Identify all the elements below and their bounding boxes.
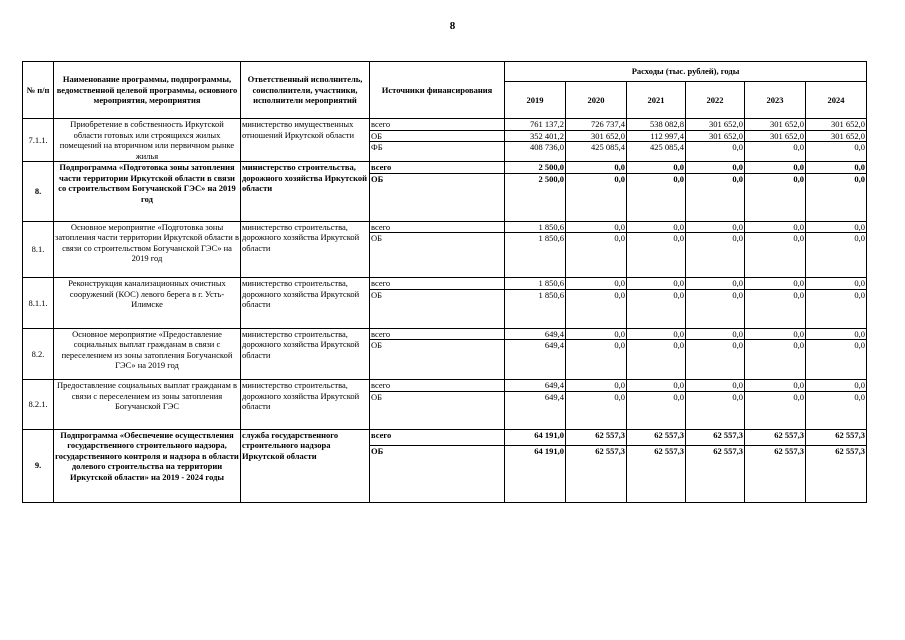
value-cell: 649,4: [505, 340, 566, 380]
value-cell: 301 652,0: [806, 130, 867, 142]
value-cell: 0,0: [745, 278, 806, 290]
value-cell: 301 652,0: [686, 130, 745, 142]
source-label: всего: [370, 380, 505, 392]
value-cell: 0,0: [806, 173, 867, 221]
source-label: ОБ: [370, 391, 505, 429]
row-name: Реконструкция канализационных очистных сооружений (КОС) левого берега в г. Усть-Илимске: [54, 278, 241, 329]
value-cell: 64 191,0: [505, 445, 566, 502]
value-cell: 1 850,6: [505, 233, 566, 278]
value-cell: 0,0: [745, 380, 806, 392]
row-responsible: министерство строительства, дорожного хозяйства Иркутской области: [241, 221, 370, 278]
value-cell: 0,0: [686, 289, 745, 328]
row-number: 8.: [23, 162, 54, 222]
row-name: Подпрограмма «Подготовка зоны затопления части территории Иркутской области в связи со строительством Богучанской ГЭС» на 2019 год: [54, 162, 241, 222]
header-year: 2024: [806, 82, 867, 119]
value-cell: 2 500,0: [505, 162, 566, 174]
value-cell: 761 137,2: [505, 119, 566, 131]
value-cell: 62 557,3: [686, 445, 745, 502]
source-label: всего: [370, 162, 505, 174]
value-cell: 0,0: [627, 278, 686, 290]
value-cell: 0,0: [745, 391, 806, 429]
value-cell: 0,0: [745, 142, 806, 162]
row-number: 8.1.: [23, 221, 54, 278]
value-cell: 0,0: [686, 162, 745, 174]
table-row: [23, 380, 867, 392]
source-label: ФБ: [370, 142, 505, 162]
value-cell: 649,4: [505, 391, 566, 429]
row-responsible: министерство строительства, дорожного хозяйства Иркутской области: [241, 380, 370, 430]
value-cell: 62 557,3: [745, 429, 806, 445]
budget-table: [22, 61, 867, 503]
header-expenses: Расходы (тыс. рублей), годы: [505, 62, 867, 82]
value-cell: 0,0: [686, 328, 745, 340]
value-cell: 0,0: [627, 328, 686, 340]
value-cell: 0,0: [627, 233, 686, 278]
table-row: [23, 119, 867, 131]
header-num: № п/п: [23, 62, 54, 119]
source-label: всего: [370, 328, 505, 340]
table-row: [23, 278, 867, 290]
row-number: 7.1.1.: [23, 119, 54, 162]
source-label: всего: [370, 429, 505, 445]
value-cell: 0,0: [686, 221, 745, 233]
value-cell: 0,0: [686, 391, 745, 429]
table-row: [23, 328, 867, 340]
page-number: 8: [449, 20, 456, 32]
value-cell: 2 500,0: [505, 173, 566, 221]
source-label: ОБ: [370, 340, 505, 380]
header-year: 2021: [627, 82, 686, 119]
value-cell: 0,0: [745, 173, 806, 221]
row-number: 9.: [23, 429, 54, 502]
value-cell: 0,0: [627, 391, 686, 429]
value-cell: 64 191,0: [505, 429, 566, 445]
value-cell: 301 652,0: [686, 119, 745, 131]
value-cell: 0,0: [627, 162, 686, 174]
value-cell: 0,0: [806, 278, 867, 290]
source-label: ОБ: [370, 289, 505, 328]
header-year: 2023: [745, 82, 806, 119]
source-label: ОБ: [370, 233, 505, 278]
value-cell: 0,0: [686, 380, 745, 392]
value-cell: 112 997,4: [627, 130, 686, 142]
row-name: Основное мероприятие «Подготовка зоны затопления части территории Иркутской области в связи со строительством Богучанской ГЭС» на 2019 год: [54, 221, 241, 278]
value-cell: 352 401,2: [505, 130, 566, 142]
value-cell: 0,0: [686, 142, 745, 162]
value-cell: 62 557,3: [627, 445, 686, 502]
value-cell: 0,0: [806, 142, 867, 162]
value-cell: 0,0: [566, 278, 627, 290]
value-cell: 0,0: [627, 221, 686, 233]
value-cell: 1 850,6: [505, 221, 566, 233]
row-number: 8.2.1.: [23, 380, 54, 430]
value-cell: 408 736,0: [505, 142, 566, 162]
table-row: [23, 429, 867, 445]
header-year: 2019: [505, 82, 566, 119]
row-responsible: министерство имущественных отношений Иркутской области: [241, 119, 370, 162]
value-cell: 0,0: [566, 340, 627, 380]
row-responsible: министерство строительства, дорожного хозяйства Иркутской области: [241, 162, 370, 222]
value-cell: 0,0: [566, 391, 627, 429]
header-source: Источники финансирования: [370, 62, 505, 119]
row-name: Основное мероприятие «Предоставление социальных выплат гражданам в связи с переселением из зоны затопления Богучанской ГЭС» на 2019 год: [54, 328, 241, 380]
table-row: [23, 221, 867, 233]
value-cell: 0,0: [566, 233, 627, 278]
value-cell: 0,0: [686, 340, 745, 380]
table-row: [23, 162, 867, 174]
value-cell: 0,0: [566, 173, 627, 221]
value-cell: 0,0: [627, 340, 686, 380]
source-label: ОБ: [370, 130, 505, 142]
value-cell: 62 557,3: [686, 429, 745, 445]
value-cell: 538 082,8: [627, 119, 686, 131]
value-cell: 0,0: [686, 173, 745, 221]
value-cell: 0,0: [745, 221, 806, 233]
row-name: Приобретение в собственность Иркутской области готовых или строящихся жилых помещений на вторичном или первичном рынке жилья: [54, 119, 241, 162]
header-name: Наименование программы, подпрограммы, ведомственной целевой программы, основного мероприятия, мероприятия: [54, 62, 241, 119]
value-cell: 62 557,3: [806, 445, 867, 502]
value-cell: 0,0: [566, 162, 627, 174]
row-responsible: министерство строительства, дорожного хозяйства Иркутской области: [241, 278, 370, 329]
value-cell: 62 557,3: [806, 429, 867, 445]
row-number: 8.1.1.: [23, 278, 54, 329]
value-cell: 0,0: [806, 328, 867, 340]
value-cell: 649,4: [505, 328, 566, 340]
value-cell: 0,0: [627, 289, 686, 328]
row-name: Предоставление социальных выплат гражданам в связи с переселением из зоны затопления Богучанской ГЭС: [54, 380, 241, 430]
source-label: ОБ: [370, 445, 505, 502]
value-cell: 0,0: [566, 221, 627, 233]
value-cell: 0,0: [566, 328, 627, 340]
source-label: всего: [370, 278, 505, 290]
value-cell: 62 557,3: [566, 429, 627, 445]
value-cell: 0,0: [745, 328, 806, 340]
value-cell: 0,0: [686, 233, 745, 278]
value-cell: 0,0: [566, 289, 627, 328]
source-label: ОБ: [370, 173, 505, 221]
value-cell: 301 652,0: [745, 130, 806, 142]
source-label: всего: [370, 119, 505, 131]
value-cell: 62 557,3: [745, 445, 806, 502]
value-cell: 1 850,6: [505, 289, 566, 328]
value-cell: 1 850,6: [505, 278, 566, 290]
value-cell: 425 085,4: [566, 142, 627, 162]
value-cell: 0,0: [806, 391, 867, 429]
value-cell: 0,0: [806, 289, 867, 328]
value-cell: 0,0: [686, 278, 745, 290]
row-responsible: министерство строительства, дорожного хозяйства Иркутской области: [241, 328, 370, 380]
value-cell: 0,0: [745, 162, 806, 174]
row-number: 8.2.: [23, 328, 54, 380]
value-cell: 0,0: [745, 289, 806, 328]
value-cell: 0,0: [806, 380, 867, 392]
value-cell: 649,4: [505, 380, 566, 392]
value-cell: 301 652,0: [745, 119, 806, 131]
value-cell: 62 557,3: [566, 445, 627, 502]
value-cell: 0,0: [566, 380, 627, 392]
value-cell: 301 652,0: [806, 119, 867, 131]
value-cell: 0,0: [745, 233, 806, 278]
value-cell: 0,0: [745, 340, 806, 380]
value-cell: 0,0: [627, 380, 686, 392]
row-name: Подпрограмма «Обеспечение осуществления государственного строительного надзора, государственного контроля и надзора в области долевого строительства на территории Иркутской области» на 2019 - 2024 годы: [54, 429, 241, 502]
source-label: всего: [370, 221, 505, 233]
header-year: 2022: [686, 82, 745, 119]
value-cell: 301 652,0: [566, 130, 627, 142]
value-cell: 0,0: [627, 173, 686, 221]
value-cell: 62 557,3: [627, 429, 686, 445]
value-cell: 0,0: [806, 162, 867, 174]
value-cell: 425 085,4: [627, 142, 686, 162]
value-cell: 0,0: [806, 340, 867, 380]
header-responsible: Ответственный исполнитель, соисполнители, участники, исполнители мероприятий: [241, 62, 370, 119]
value-cell: 0,0: [806, 233, 867, 278]
row-responsible: служба государственного строительного надзора Иркутской области: [241, 429, 370, 502]
value-cell: 726 737,4: [566, 119, 627, 131]
value-cell: 0,0: [806, 221, 867, 233]
header-year: 2020: [566, 82, 627, 119]
